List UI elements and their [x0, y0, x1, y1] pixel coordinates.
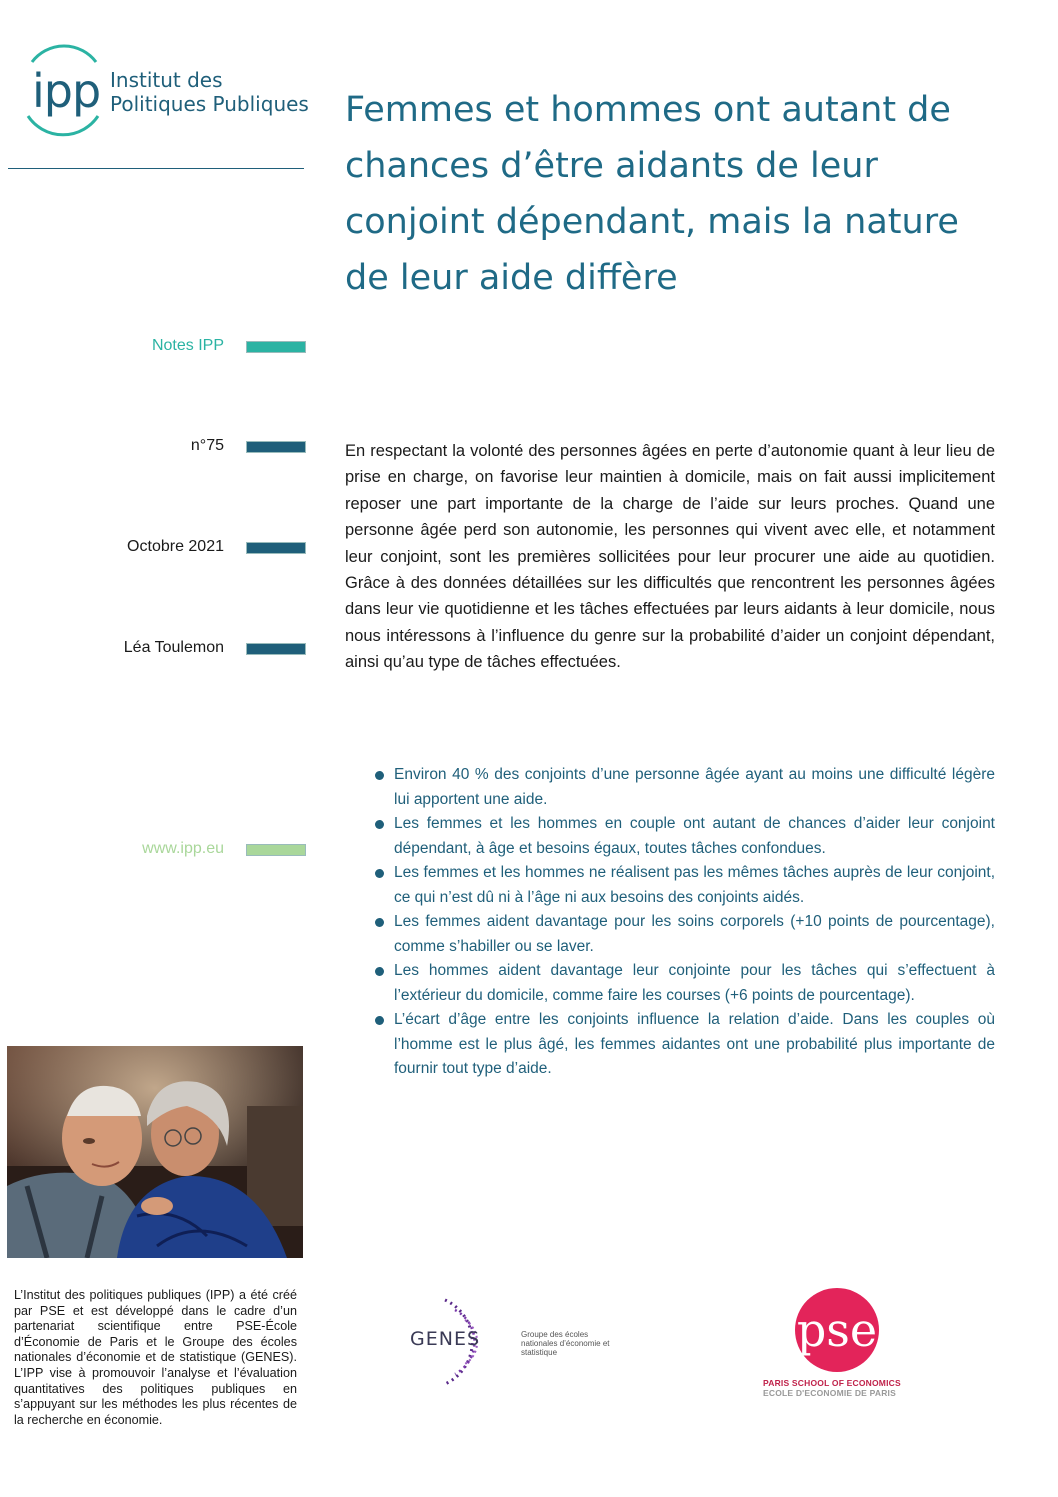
author-bar: [246, 643, 306, 655]
date-bar: [246, 542, 306, 554]
list-item: [375, 861, 995, 910]
pse-circle-icon: [793, 1286, 881, 1374]
bullet-icon: [375, 771, 384, 780]
series-bar: [246, 341, 306, 353]
couple-photo-image: [7, 1046, 303, 1258]
list-item: [375, 763, 995, 812]
bullet-icon: [375, 918, 384, 927]
date-row: [20, 538, 306, 560]
website-row: [20, 840, 306, 862]
ipp-logo: [22, 40, 312, 150]
logo-line-1: Institut des: [110, 68, 223, 92]
list-item: [375, 812, 995, 861]
website-bar: [246, 844, 306, 856]
website-link[interactable]: www.ipp.eu: [142, 840, 224, 857]
number-bar: [246, 441, 306, 453]
bullet-icon: [375, 1016, 384, 1025]
bullet-text: Les femmes et les hommes ne réalisent pas les mêmes tâches auprès de leur conjoint, ce qui n’est dû ni à l’âge ni aux besoins des conjoints aidés.: [394, 864, 995, 906]
genes-subtitle: Groupe des écoles nationales d’économie et statistique: [521, 1330, 610, 1357]
bullet-text: Les femmes et les hommes en couple ont autant de chances d’aider leur conjoint dépendant, à âge et besoins égaux, toutes tâches confondues.: [394, 815, 995, 857]
couple-photo: [7, 1046, 303, 1258]
bullet-text: Environ 40 % des conjoints d’une personne âgée ayant au moins une difficulté légère lui apportent une aide.: [394, 766, 995, 808]
issue-number: n°75: [190, 437, 224, 454]
pse-logo: [745, 1286, 925, 1401]
bullet-icon: [375, 869, 384, 878]
genes-logo: [405, 1292, 625, 1392]
number-row: [20, 437, 306, 459]
pse-letters: pse: [796, 1303, 878, 1357]
logo-wordmark: ipp: [32, 64, 101, 118]
intro-paragraph: En respectant la volonté des personnes âgées en perte d’autonomie quant à leur lieu de prise en charge, on favorise leur maintien à domicile, mais on fait aussi implicitement reposer une part importante de la charge de l’aide sur leurs proches. Quand une personne âgée perd son autonomie, les personnes qui vivent avec elle, et notamment leur conjoint, sont les premières sollicitées pour leur procurer une aide au quotidien. Grâce à des données détaillées sur les difficultés que rencontrent les personnes âgées dans leur vie quotidienne et les tâches effectuées par leurs aidants à leur domicile, nous nous intéressons à l’influence du genre sur la probabilité d’aider un conjoint dépendant, ainsi qu’au type de tâches effectuées.: [345, 442, 995, 672]
bullet-text: L’écart d’âge entre les conjoints influence la relation d’aide. Dans les couples où l’homme est le plus âgé, les femmes aidantes ont une probabilité plus importante de fournir tout type d’aide.: [394, 1011, 995, 1077]
bullet-icon: [375, 967, 384, 976]
issue-date: Octobre 2021: [127, 538, 224, 555]
key-findings-list: [375, 763, 995, 1082]
author-row: [20, 639, 306, 661]
logo-line-2: Politiques Publiques: [110, 92, 309, 116]
genes-wordmark: GENES: [410, 1328, 481, 1350]
page-title: Femmes et hommes ont autant de chances d’être aidants de leur conjoint dépendant, mais la nature de leur aide diffère: [345, 90, 959, 298]
header-divider: [8, 168, 304, 169]
author-name: Léa Toulemon: [123, 639, 224, 656]
list-item: [375, 1008, 995, 1082]
about-ipp: L’Institut des politiques publiques (IPP) a été créé par PSE et est développé dans le cadre d’un partenariat scientifique entre PSE-École d’Économie de Paris et le Groupe des écoles nationales d’économie et de statistique (GENES). L’IPP vise à promouvoir l’analyse et l’évaluation quantitatives des politiques publiques en s’appuyant sur les méthodes les plus récentes de la recherche en économie.: [14, 1288, 297, 1427]
series-row: [20, 337, 306, 359]
bullet-icon: [375, 820, 384, 829]
list-item: [375, 959, 995, 1008]
list-item: [375, 910, 995, 959]
pse-name-en: PARIS SCHOOL OF ECONOMICS: [763, 1378, 901, 1388]
series-label: Notes IPP: [151, 337, 224, 354]
bullet-text: Les hommes aident davantage leur conjointe pour les tâches qui s’effectuent à l’extérieur du domicile, comme faire les courses (+6 points de pourcentage).: [394, 962, 995, 1004]
bullet-text: Les femmes aident davantage pour les soins corporels (+10 points de pourcentage), comme s’habiller ou se laver.: [394, 913, 995, 955]
pse-name-fr: ECOLE D'ECONOMIE DE PARIS: [763, 1388, 896, 1398]
